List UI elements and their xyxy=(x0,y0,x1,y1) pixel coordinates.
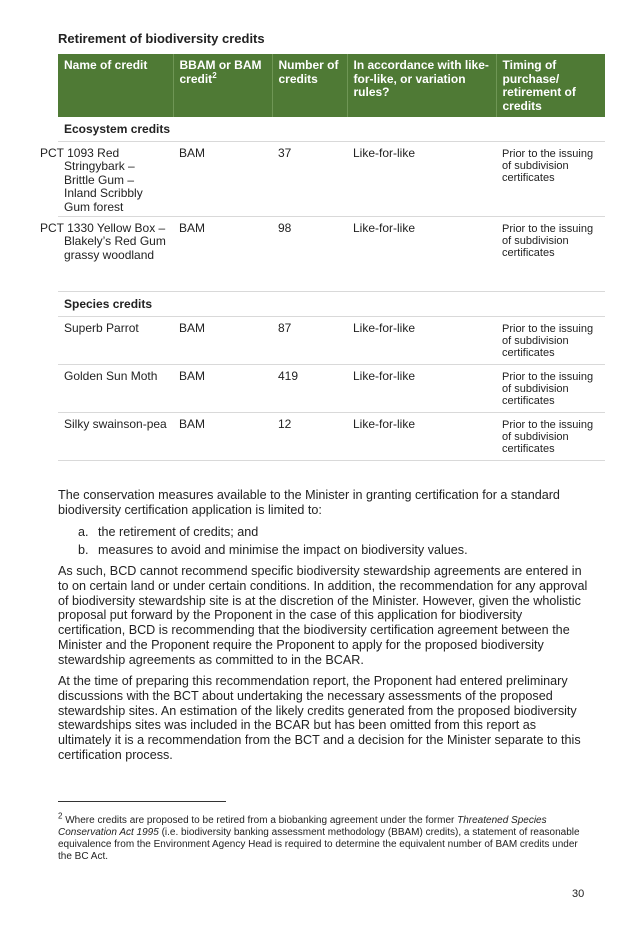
section-title: Species credits xyxy=(58,292,605,317)
header-bbam xyxy=(173,54,272,117)
cell-name: Superb Parrot xyxy=(58,317,173,365)
paragraph-as-such: As such, BCD cannot recommend specific biodiversity stewardship agreements are entered in to on certain land or under certain conditions. In addition, the recommendation for any approval of biodiversity stewardship site is at the discretion of the Minister. However, given the wholistic proposal put forward by the Proponent in the case of this application for biodiversity certification, BCD is recommending that the biodiversity certification agreement between the Minister and the Proponent require the Proponent to apply for the proposed biodiversity stewardship agreements as committed to in the BCAR. xyxy=(58,564,588,667)
header-timing: Timing of purchase/ retirement of credits xyxy=(496,54,605,117)
table-row xyxy=(58,365,605,413)
paragraph-conservation-measures: The conservation measures available to the Minister in granting certification for a standard biodiversity certification application is limited to: xyxy=(58,488,560,517)
cell-timing: Prior to the issuing of subdivision certificates xyxy=(496,365,605,413)
cell-number: 87 xyxy=(272,317,347,365)
cell-rule: Like-for-like xyxy=(347,317,496,365)
footnote-text-after: (i.e. biodiversity banking assessment methodology (BBAM) credits), a statement of reasonable equivalence from the Environment Agency Head is required to determine the equivalent number of BAM credits under the BC Act. xyxy=(58,827,580,862)
footnote-marker: 2 xyxy=(58,811,63,821)
section-row xyxy=(58,117,605,142)
cell-credit: BAM xyxy=(173,365,272,413)
header-accordance: In accordance with like-for-like, or variation rules? xyxy=(347,54,496,117)
list-marker: a. xyxy=(78,525,89,539)
cell-number: 12 xyxy=(272,413,347,461)
footnote-act-title: Threatened Species Conservation Act 1995 xyxy=(58,815,547,838)
header-number: Number of credits xyxy=(272,54,347,117)
cell-name: PCT 1330 Yellow Box – Blakely’s Red Gum grassy woodland xyxy=(58,217,173,292)
page-number: 30 xyxy=(572,888,585,900)
cell-number: 419 xyxy=(272,365,347,413)
cell-credit: BAM xyxy=(173,217,272,292)
list-item-a xyxy=(78,525,258,540)
footnote-divider xyxy=(58,801,226,802)
cell-credit: BAM xyxy=(173,142,272,217)
credits-table xyxy=(40,54,605,461)
cell-number: 98 xyxy=(272,217,347,292)
list-marker: b. xyxy=(78,543,89,557)
section-title: Ecosystem credits xyxy=(58,117,605,142)
cell-number: 37 xyxy=(272,142,347,217)
list-text: measures to avoid and minimise the impact on biodiversity values. xyxy=(98,543,468,557)
table-row xyxy=(58,217,605,292)
footnote-ref: 2 xyxy=(212,70,217,80)
footnote xyxy=(58,811,588,863)
list-item-b xyxy=(78,543,468,558)
cell-credit: BAM xyxy=(173,413,272,461)
cell-timing: Prior to the issuing of subdivision certificates xyxy=(496,217,605,292)
header-bbam-label: BBAM or BAM credit xyxy=(179,58,262,86)
cell-rule: Like-for-like xyxy=(347,142,496,217)
cell-timing: Prior to the issuing of subdivision certificates xyxy=(496,142,605,217)
cell-timing: Prior to the issuing of subdivision certificates xyxy=(496,413,605,461)
cell-rule: Like-for-like xyxy=(347,217,496,292)
header-name: Name of credit xyxy=(58,54,173,117)
cell-name: PCT 1093 Red Stringybark – Brittle Gum – Inland Scribbly Gum forest xyxy=(58,142,173,217)
section-row xyxy=(58,292,605,317)
footnote-text-before: Where credits are proposed to be retired from a biobanking agreement under the former xyxy=(65,815,458,826)
cell-name: Silky swainson-pea xyxy=(58,413,173,461)
table-row xyxy=(58,413,605,461)
table-row xyxy=(58,142,605,217)
cell-rule: Like-for-like xyxy=(347,365,496,413)
list-text: the retirement of credits; and xyxy=(98,525,259,539)
cell-timing: Prior to the issuing of subdivision certificates xyxy=(496,317,605,365)
paragraph-time-of-preparing: At the time of preparing this recommendation report, the Proponent had entered preliminary discussions with the BCT about undertaking the necessary assessments of the proposed stewardship sites. An estimation of the likely credits generated from the proposed biodiversity stewardships sites was included in the BCAR but has been omitted from this report as ultimately it is a recommendation from the BCT and a decision for the Minister separate to this certification process. xyxy=(58,674,581,762)
cell-credit: BAM xyxy=(173,317,272,365)
table-heading: Retirement of biodiversity credits xyxy=(58,31,265,46)
cell-name: Golden Sun Moth xyxy=(58,365,173,413)
table-row xyxy=(58,317,605,365)
table-header-row xyxy=(58,54,605,117)
cell-rule: Like-for-like xyxy=(347,413,496,461)
